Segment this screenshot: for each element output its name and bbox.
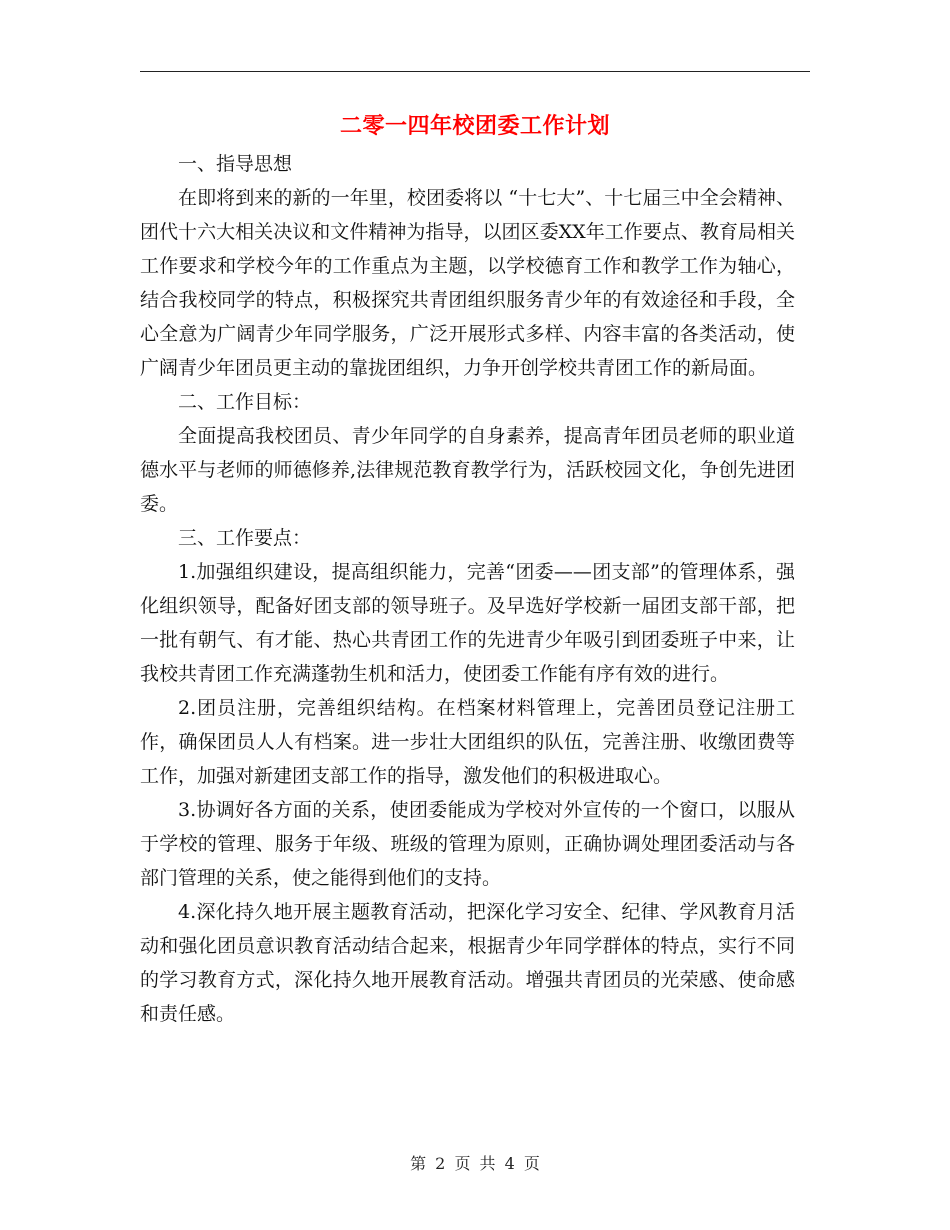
heading-guiding-thought: 一、指导思想 xyxy=(178,153,293,175)
page-number-footer: 第 2 页 共 4 页 xyxy=(410,1154,540,1173)
paragraph-point-3: 3.协调好各方面的关系，使团委能成为学校对外宣传的一个窗口，以服从于学校的管理、服务于年级、班级的管理为原则，正确协调处理团委活动与各部门管理的关系，使之能得到他们的支持。 xyxy=(140,799,795,889)
document-title: 二零一四年校团委工作计划 xyxy=(339,113,610,139)
paragraph-guiding-thought: 在即将到来的新的一年里，校团委将以 “十七大”、十七届三中全会精神、团代十六大相关决议和文件精神为指导，以团区委XX年工作要点、教育局相关工作要求和学校今年的工作重点为主题，以学校德育工作和教学工作为轴心，结合我校同学的特点，积极探究共青团组织服务青少年的有效途径和手段，全心全意为广阔青少年同学服务，广泛开展形式多样、内容丰富的各类活动，使广阔青少年团员更主动的靠拢团组织，力争开创学校共青团工作的新局面。 xyxy=(140,187,795,379)
paragraph-work-goals: 全面提高我校团员、青少年同学的自身素养，提高青年团员老师的职业道德水平与老师的师德修养,法律规范教育教学行为，活跃校园文化，争创先进团委。 xyxy=(140,425,795,515)
heading-work-goals: 二、工作目标： xyxy=(178,391,312,413)
paragraph-point-2: 2.团员注册，完善组织结构。在档案材料管理上，完善团员登记注册工作，确保团员人人有档案。进一步壮大团组织的队伍，完善注册、收缴团费等工作，加强对新建团支部工作的指导，激发他们的积极进取心。 xyxy=(140,697,795,787)
heading-work-points: 三、工作要点： xyxy=(178,527,312,549)
paragraph-point-1: 1.加强组织建设，提高组织能力，完善“团委——团支部”的管理体系，强化组织领导，配备好团支部的领导班子。及早选好学校新一届团支部干部，把一批有朝气、有才能、热心共青团工作的先进青少年吸引到团委班子中来，让我校共青团工作充满蓬勃生机和活力，使团委工作能有序有效的进行。 xyxy=(140,561,795,685)
document-body xyxy=(140,147,795,1031)
header-rule xyxy=(140,71,810,72)
paragraph-point-4: 4.深化持久地开展主题教育活动，把深化学习安全、纪律、学风教育月活动和强化团员意识教育活动结合起来，根据青少年同学群体的特点，实行不同的学习教育方式，深化持久地开展教育活动。增强共青团员的光荣感、使命感和责任感。 xyxy=(140,901,795,1025)
